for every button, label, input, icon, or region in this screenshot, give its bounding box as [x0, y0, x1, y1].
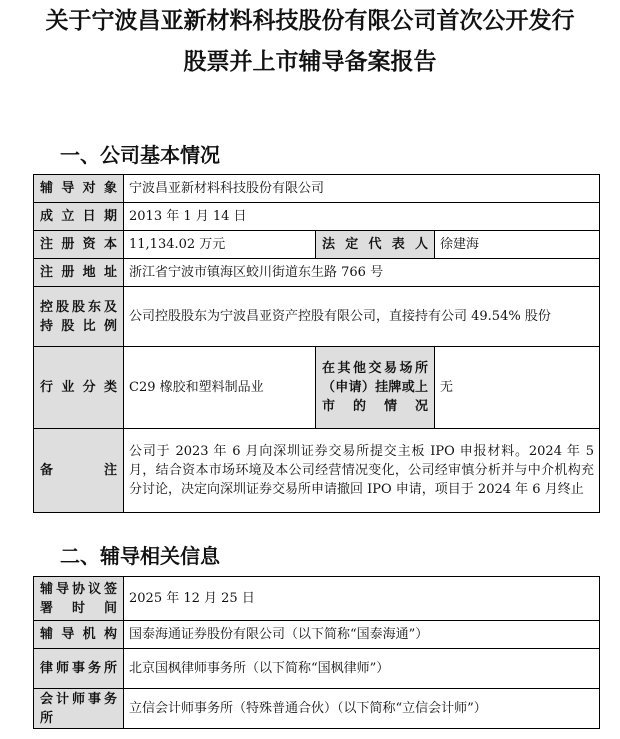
table-row [34, 175, 600, 203]
remark-value: 公司于 2023 年 6 月向深圳证券交易所提交主板 IPO 申报材料。2024 年 5 月，结合资本市场环境及本公司经营情况变化，公司经审慎分析并与中介机构充分讨论，决定向深圳证券交易所申请撤回 IPO 申请，项目于 2024 年 6 月终止 [124, 429, 600, 513]
address-label: 注册地址 [34, 259, 124, 287]
agency-label: 辅导机构 [34, 621, 124, 649]
other-listing-value: 无 [435, 347, 600, 429]
table-row [34, 689, 600, 729]
holder-value: 公司控股股东为宁波昌亚资产控股有限公司，直接持有公司 49.54% 股份 [124, 287, 600, 347]
industry-label: 行业分类 [34, 347, 124, 429]
legal-rep-label: 法定代表人 [316, 231, 435, 259]
target-label: 辅导对象 [34, 175, 124, 203]
agency-value: 国泰海通证券股份有限公司（以下简称“国泰海通”） [124, 621, 600, 649]
table-row [34, 621, 600, 649]
sign-value: 2025 年 12 月 25 日 [124, 577, 600, 621]
law-firm-label: 律师事务所 [34, 649, 124, 689]
tutoring-info-table [33, 576, 600, 729]
capital-label: 注册资本 [34, 231, 124, 259]
sign-label: 辅导协议签署时间 [34, 577, 124, 621]
table-row [34, 259, 600, 287]
address-value: 浙江省宁波市镇海区蛟川街道东生路 766 号 [124, 259, 600, 287]
founded-label: 成立日期 [34, 203, 124, 231]
section-heading-tutoring-info: 二、辅导相关信息 [60, 544, 220, 568]
law-firm-value: 北京国枫律师事务所（以下简称“国枫律师”） [124, 649, 600, 689]
industry-value: C29 橡胶和塑料制品业 [124, 347, 316, 429]
table-row [34, 287, 600, 347]
holder-label: 控股股东及持股比例 [34, 287, 124, 347]
table-row [34, 231, 600, 259]
report-title-line2: 股票并上市辅导备案报告 [183, 49, 437, 75]
table-row [34, 429, 600, 513]
section-heading-basic-info: 一、公司基本情况 [60, 143, 220, 167]
table-row [34, 347, 600, 429]
capital-value: 11,134.02 万元 [124, 231, 316, 259]
legal-rep-value: 徐建海 [435, 231, 600, 259]
target-value: 宁波昌亚新材料科技股份有限公司 [124, 175, 600, 203]
basic-info-table [33, 174, 600, 513]
table-row [34, 203, 600, 231]
accounting-firm-label: 会计师事务所 [34, 689, 124, 729]
other-listing-label: 在其他交易场所（申请）挂牌或上市的情况 [316, 347, 435, 429]
report-title-line1: 关于宁波昌亚新材料科技股份有限公司首次公开发行 [45, 8, 575, 34]
table-row [34, 577, 600, 621]
table-row [34, 649, 600, 689]
accounting-firm-value: 立信会计师事务所（特殊普通合伙）（以下简称“立信会计师”） [124, 689, 600, 729]
founded-value: 2013 年 1 月 14 日 [124, 203, 600, 231]
remark-label: 备注 [34, 429, 124, 513]
